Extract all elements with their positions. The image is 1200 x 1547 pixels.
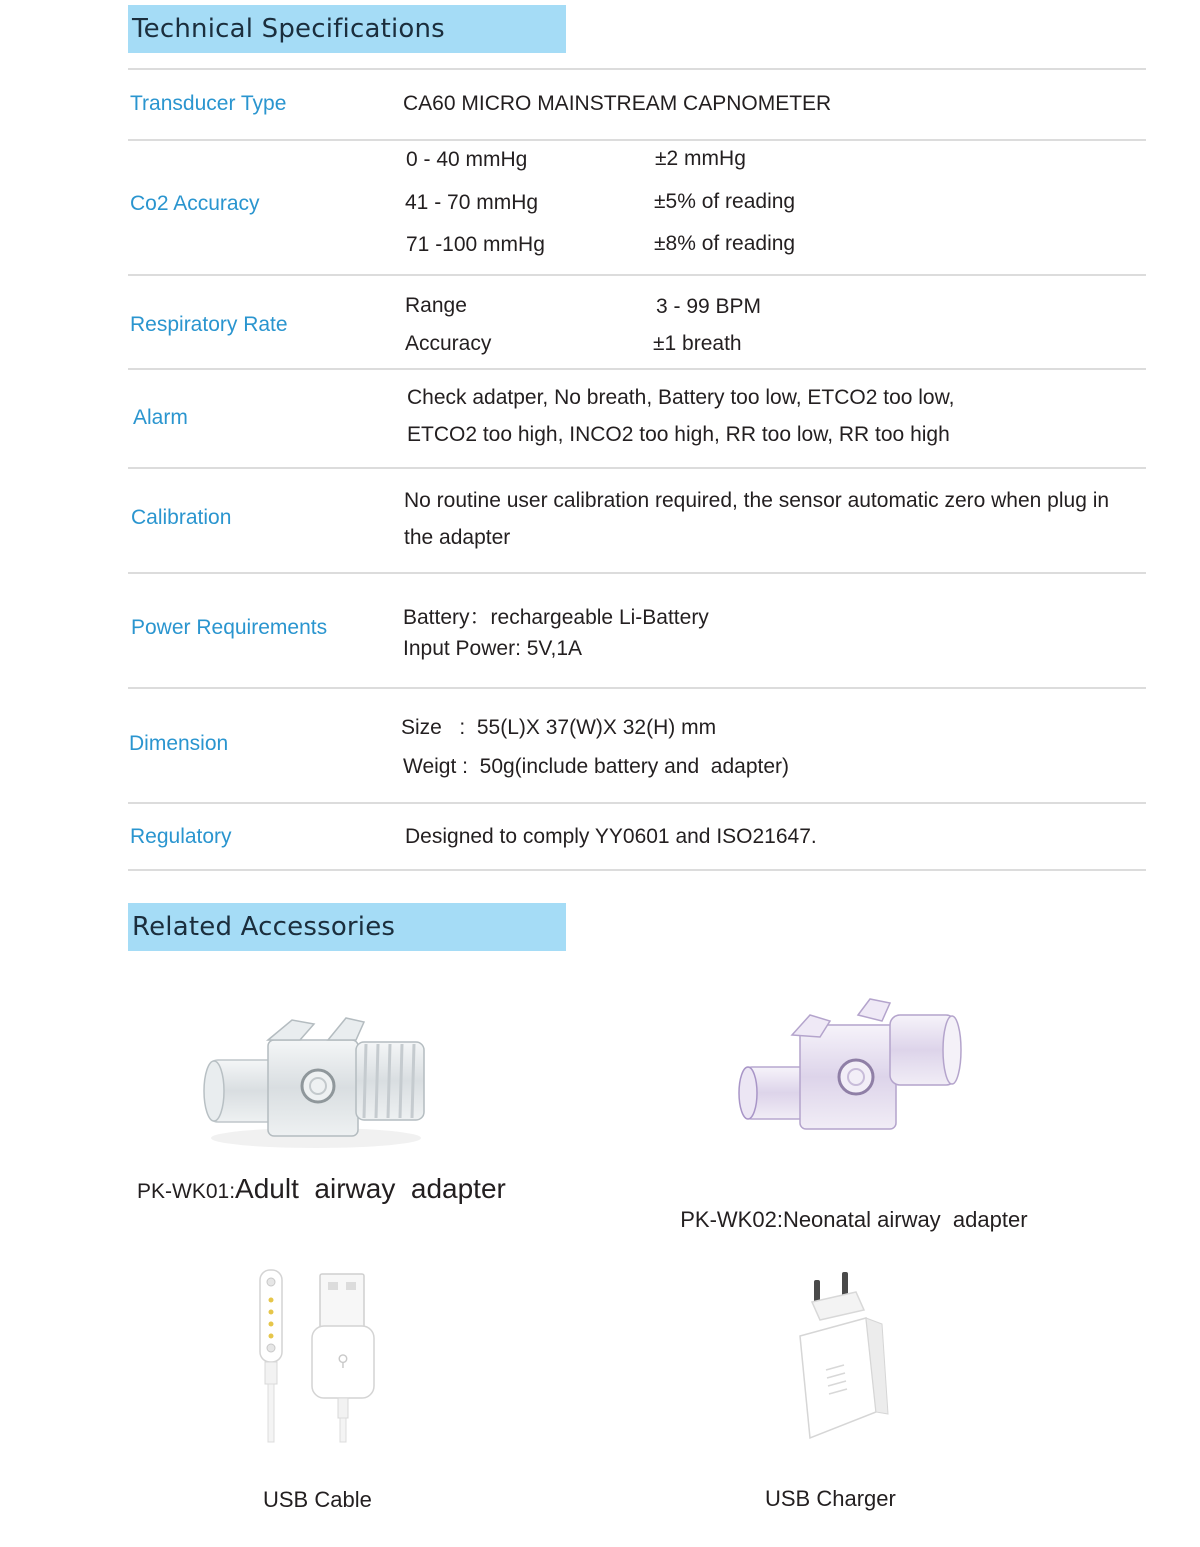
neonatal-airway-adapter-image [730, 995, 970, 1145]
adult-airway-adapter-image [196, 1010, 436, 1155]
usb-cable-image [230, 1262, 400, 1452]
adult-airway-adapter-caption [137, 1173, 506, 1205]
power-input-text: Input Power: 5V,1A [403, 637, 583, 660]
divider [128, 802, 1146, 804]
respiratory-accuracy-value: ±1 breath [653, 332, 742, 355]
divider [128, 68, 1146, 70]
respiratory-range-label: Range [405, 294, 467, 317]
related-accessories-header: Related Accessories [128, 903, 566, 951]
svg-text:⚲: ⚲ [337, 1351, 349, 1370]
respiratory-range-value: 3 - 99 BPM [656, 295, 762, 318]
divider [128, 139, 1146, 141]
co2-accuracy-label: Co2 Accuracy [130, 192, 260, 215]
co2-accuracy-value: ±5% of reading [654, 190, 796, 213]
co2-accuracy-value: ±2 mmHg [655, 147, 746, 170]
dimension-weight-text: Weigt : 50g(include battery and adapter) [403, 755, 790, 778]
dimension-label: Dimension [129, 732, 229, 755]
alarm-text-line-1: Check adatper, No breath, Battery too low, ETCO2 too low, [407, 386, 955, 409]
co2-range: 41 - 70 mmHg [405, 191, 539, 214]
respiratory-rate-label: Respiratory Rate [130, 313, 288, 336]
calibration-label: Calibration [131, 506, 232, 529]
power-requirements-label: Power Requirements [131, 616, 328, 639]
calibration-text-line-2: the adapter [404, 526, 511, 549]
divider [128, 687, 1146, 689]
adult-airway-adapter-name: Adult airway adapter [235, 1173, 506, 1204]
regulatory-label: Regulatory [130, 825, 232, 848]
transducer-type-value: CA60 MICRO MAINSTREAM CAPNOMETER [403, 92, 832, 115]
regulatory-value: Designed to comply YY0601 and ISO21647. [405, 825, 817, 848]
respiratory-accuracy-label: Accuracy [405, 332, 492, 355]
co2-accuracy-value: ±8% of reading [654, 232, 796, 255]
divider [128, 274, 1146, 276]
divider [128, 869, 1146, 871]
neonatal-airway-adapter-code: PK-WK02: [680, 1207, 783, 1232]
adult-airway-adapter-code: PK-WK01: [137, 1180, 236, 1203]
alarm-label: Alarm [133, 406, 188, 429]
alarm-text-line-2: ETCO2 too high, INCO2 too high, RR too low, RR too high [407, 423, 950, 446]
calibration-text-line-1: No routine user calibration required, the sensor automatic zero when plug in [404, 489, 1110, 512]
dimension-size-text: Size : 55(L)X 37(W)X 32(H) mm [401, 716, 717, 739]
neonatal-airway-adapter-caption [668, 1181, 1028, 1233]
power-battery-text: Battery：rechargeable Li-Battery [403, 606, 709, 629]
usb-charger-caption: USB Charger [765, 1486, 896, 1511]
divider [128, 368, 1146, 370]
divider [128, 572, 1146, 574]
co2-range: 71 -100 mmHg [406, 233, 545, 256]
divider [128, 467, 1146, 469]
co2-range: 0 - 40 mmHg [406, 148, 528, 171]
transducer-type-label: Transducer Type [130, 92, 287, 115]
neonatal-airway-adapter-name: Neonatal airway adapter [782, 1207, 1028, 1232]
usb-cable-caption: USB Cable [263, 1487, 372, 1512]
usb-charger-image [770, 1262, 930, 1452]
technical-specifications-header: Technical Specifications [128, 5, 566, 53]
